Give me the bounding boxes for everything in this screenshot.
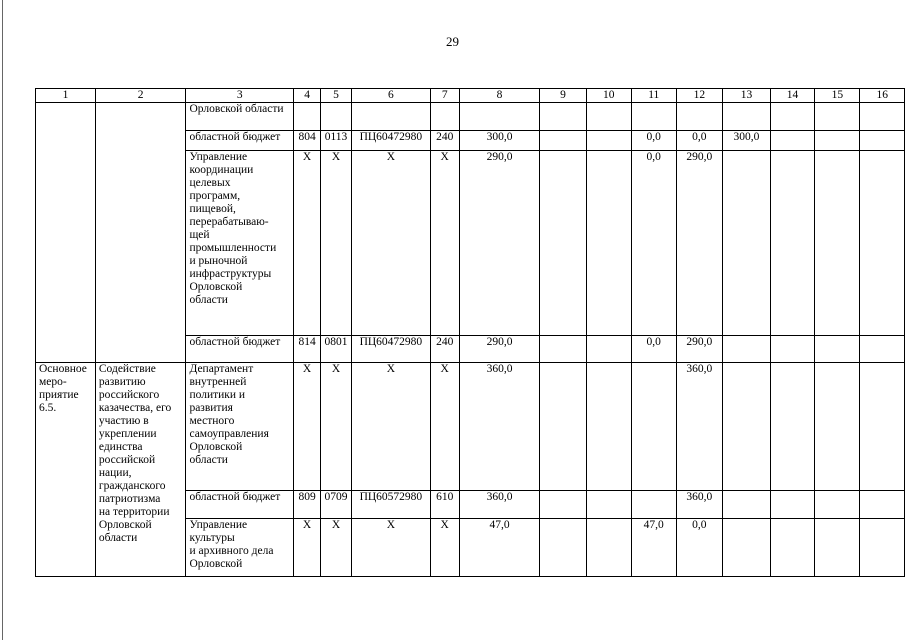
table-cell: 0113 [321,131,352,151]
table-cell [676,103,723,131]
column-number: 10 [586,89,631,103]
column-number: 15 [815,89,860,103]
table-cell [321,103,352,131]
table-cell [860,336,905,363]
table-cell: 300,0 [723,131,771,151]
table-cell: 240 [430,336,459,363]
table-cell: 290,0 [676,336,723,363]
table-cell [631,103,676,131]
column-number-row [36,89,905,103]
executor-cell: Управление культуры и архивного дела Орловской [186,519,294,577]
column-number: 7 [430,89,459,103]
measure-cell: Основное меро- приятие 6.5. [36,363,96,577]
description-cell: Содействие развитию российского казачества, его участию в укреплении единства российской нации, гражданского патриотизма на территории Орловской области [95,363,186,577]
table-cell: Х [352,151,431,336]
table-cell: ПЦ60472980 [352,131,431,151]
table-cell: 0,0 [631,151,676,336]
table-cell: 0,0 [631,131,676,151]
executor-cell: областной бюджет [186,336,294,363]
table-cell [860,491,905,519]
table-cell: Х [430,519,459,577]
description-cell [95,103,186,363]
table-cell [815,491,860,519]
table-cell [770,519,814,577]
table-cell [815,519,860,577]
table-cell: 290,0 [459,336,540,363]
executor-cell: Орловской области [186,103,294,131]
column-number: 6 [352,89,431,103]
table-cell [770,151,814,336]
table-cell [540,336,586,363]
table-cell: 0801 [321,336,352,363]
table-cell [723,519,771,577]
table-cell: 290,0 [676,151,723,336]
table-cell: Х [352,363,431,491]
column-number: 8 [459,89,540,103]
column-number: 3 [186,89,294,103]
table-cell [586,151,631,336]
table-cell [586,519,631,577]
table-cell: 290,0 [459,151,540,336]
table-cell [540,151,586,336]
column-number: 12 [676,89,723,103]
table-cell [860,131,905,151]
table-cell: Х [294,363,321,491]
table-cell [860,519,905,577]
table-cell [815,131,860,151]
column-number: 11 [631,89,676,103]
table-cell: 360,0 [459,363,540,491]
table-cell [723,151,771,336]
table-cell: 0709 [321,491,352,519]
table-cell [540,519,586,577]
table-cell: 809 [294,491,321,519]
table-cell: 0,0 [676,131,723,151]
table-cell: 360,0 [459,491,540,519]
table-cell [815,103,860,131]
table-cell [459,103,540,131]
table-cell [540,131,586,151]
table-cell: Х [321,519,352,577]
table-cell: Х [430,363,459,491]
column-number: 1 [36,89,96,103]
table-cell: 47,0 [459,519,540,577]
table-cell [723,491,771,519]
table-cell [723,103,771,131]
table-cell: 0,0 [631,336,676,363]
measure-cell [36,103,96,363]
table-row [36,103,905,131]
table-cell: Х [294,151,321,336]
table-cell [770,103,814,131]
table-cell [631,363,676,491]
table-cell [815,336,860,363]
table-cell [631,491,676,519]
page-number: 29 [446,34,459,49]
table-cell [540,491,586,519]
table-cell: 240 [430,131,459,151]
table-cell [540,103,586,131]
table-cell [540,363,586,491]
table-cell [430,103,459,131]
column-number: 16 [860,89,905,103]
table-cell [770,363,814,491]
table-cell [815,363,860,491]
table-cell: Х [430,151,459,336]
table-cell: Х [294,519,321,577]
executor-cell: Департамент внутренней политики и развития местного самоуправления Орловской области [186,363,294,491]
table-cell: Х [321,363,352,491]
table-cell: Х [352,519,431,577]
table-cell [770,131,814,151]
table-cell [586,363,631,491]
table-cell [860,103,905,131]
left-margin-rule [2,0,3,640]
column-number: 4 [294,89,321,103]
table-cell [352,103,431,131]
table-cell: 610 [430,491,459,519]
table-row [36,363,905,491]
table-cell: 804 [294,131,321,151]
table-cell [586,131,631,151]
table-cell [770,491,814,519]
table-cell: Х [321,151,352,336]
budget-table [35,88,905,577]
column-number: 2 [95,89,186,103]
table-cell [770,336,814,363]
table-cell: 360,0 [676,363,723,491]
column-number: 9 [540,89,586,103]
column-number: 5 [321,89,352,103]
executor-cell: областной бюджет [186,131,294,151]
table-cell: ПЦ60472980 [352,336,431,363]
table-cell: 360,0 [676,491,723,519]
table-cell: 47,0 [631,519,676,577]
table-cell [860,151,905,336]
executor-cell: областной бюджет [186,491,294,519]
table-cell: 0,0 [676,519,723,577]
table-cell [723,336,771,363]
table-cell [586,491,631,519]
table-cell: 300,0 [459,131,540,151]
table-cell: 814 [294,336,321,363]
table-cell [723,363,771,491]
executor-cell: Управление координации целевых программ, пищевой, перерабатываю- щей промышленности и рыночной инфраструктуры Орловской области [186,151,294,336]
column-number: 14 [770,89,814,103]
table-cell: ПЦ60572980 [352,491,431,519]
table-cell [586,103,631,131]
table-cell [815,151,860,336]
column-number: 13 [723,89,771,103]
table-cell [586,336,631,363]
table-cell [294,103,321,131]
table-cell [860,363,905,491]
